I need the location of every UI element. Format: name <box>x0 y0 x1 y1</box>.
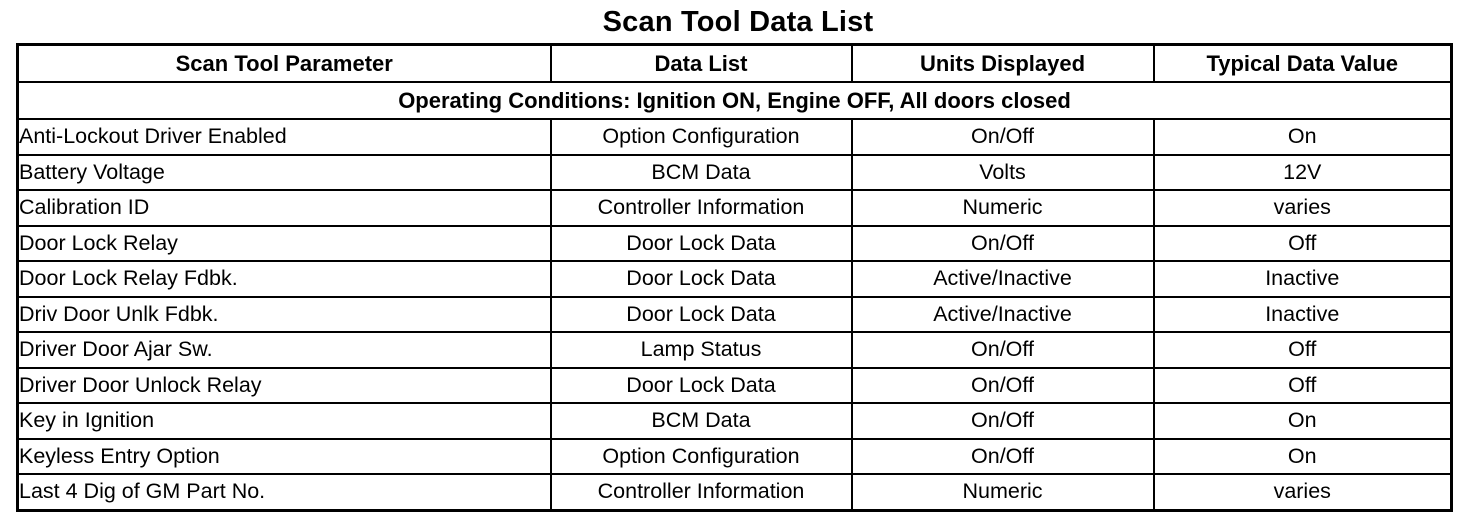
cell-units: Numeric <box>852 474 1154 510</box>
cell-typical-value: On <box>1154 439 1452 475</box>
cell-data-list: Option Configuration <box>551 119 852 155</box>
cell-typical-value: varies <box>1154 474 1452 510</box>
scan-tool-data-table <box>16 43 1453 512</box>
cell-typical-value: Off <box>1154 332 1452 368</box>
cell-units: On/Off <box>852 368 1154 404</box>
cell-parameter: Keyless Entry Option <box>18 439 551 475</box>
section-row <box>18 82 1452 119</box>
table-row <box>18 226 1452 262</box>
table-row <box>18 332 1452 368</box>
cell-data-list: Door Lock Data <box>551 226 852 262</box>
table-row <box>18 155 1452 191</box>
cell-typical-value: Off <box>1154 368 1452 404</box>
cell-parameter: Last 4 Dig of GM Part No. <box>18 474 551 510</box>
page-title: Scan Tool Data List <box>602 6 874 38</box>
cell-parameter: Battery Voltage <box>18 155 551 191</box>
table-row <box>18 474 1452 510</box>
column-header-data-list: Data List <box>551 45 852 83</box>
cell-units: Active/Inactive <box>852 297 1154 333</box>
cell-data-list: Door Lock Data <box>551 261 852 297</box>
cell-parameter: Calibration ID <box>18 190 551 226</box>
cell-data-list: Controller Information <box>551 190 852 226</box>
cell-units: Volts <box>852 155 1154 191</box>
cell-typical-value: varies <box>1154 190 1452 226</box>
cell-units: Numeric <box>852 190 1154 226</box>
table-row <box>18 297 1452 333</box>
cell-data-list: BCM Data <box>551 155 852 191</box>
cell-parameter: Key in Ignition <box>18 403 551 439</box>
cell-parameter: Anti-Lockout Driver Enabled <box>18 119 551 155</box>
table-row <box>18 403 1452 439</box>
cell-typical-value: On <box>1154 119 1452 155</box>
cell-units: On/Off <box>852 439 1154 475</box>
table-row <box>18 261 1452 297</box>
cell-data-list: Door Lock Data <box>551 297 852 333</box>
header-row <box>18 45 1452 83</box>
column-header-typical-value: Typical Data Value <box>1154 45 1452 83</box>
cell-units: On/Off <box>852 403 1154 439</box>
cell-parameter: Door Lock Relay Fdbk. <box>18 261 551 297</box>
cell-typical-value: On <box>1154 403 1452 439</box>
cell-units: Active/Inactive <box>852 261 1154 297</box>
column-header-units: Units Displayed <box>852 45 1154 83</box>
column-header-parameter: Scan Tool Parameter <box>18 45 551 83</box>
cell-typical-value: Inactive <box>1154 261 1452 297</box>
cell-data-list: Controller Information <box>551 474 852 510</box>
cell-typical-value: 12V <box>1154 155 1452 191</box>
cell-data-list: Lamp Status <box>551 332 852 368</box>
cell-parameter: Driver Door Unlock Relay <box>18 368 551 404</box>
operating-conditions: Operating Conditions: Ignition ON, Engine OFF, All doors closed <box>18 82 1452 119</box>
cell-units: On/Off <box>852 226 1154 262</box>
table-row <box>18 439 1452 475</box>
table-row <box>18 119 1452 155</box>
table-row <box>18 190 1452 226</box>
cell-typical-value: Off <box>1154 226 1452 262</box>
cell-parameter: Driv Door Unlk Fdbk. <box>18 297 551 333</box>
cell-parameter: Door Lock Relay <box>18 226 551 262</box>
cell-typical-value: Inactive <box>1154 297 1452 333</box>
cell-data-list: Door Lock Data <box>551 368 852 404</box>
cell-parameter: Driver Door Ajar Sw. <box>18 332 551 368</box>
cell-units: On/Off <box>852 332 1154 368</box>
cell-data-list: Option Configuration <box>551 439 852 475</box>
cell-data-list: BCM Data <box>551 403 852 439</box>
table-row <box>18 368 1452 404</box>
cell-units: On/Off <box>852 119 1154 155</box>
